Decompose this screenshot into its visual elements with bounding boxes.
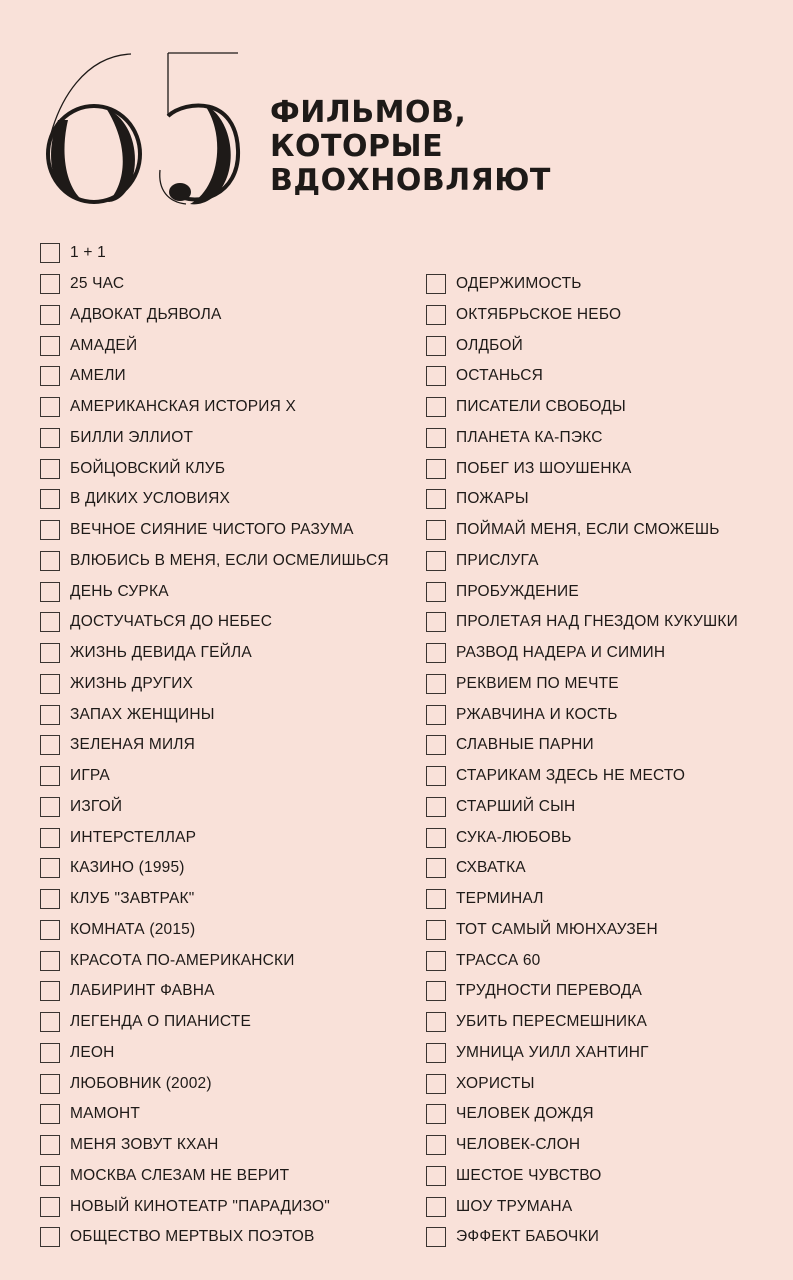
checkbox-icon[interactable] <box>426 274 446 294</box>
checkbox-icon[interactable] <box>40 551 60 571</box>
movie-list-item <box>40 915 389 946</box>
movie-title: БИЛЛИ ЭЛЛИОТ <box>70 428 194 446</box>
movie-list-item <box>40 1068 389 1099</box>
checkbox-icon[interactable] <box>40 1043 60 1063</box>
movie-title: ОКТЯБРЬСКОЕ НЕБО <box>456 305 622 323</box>
movie-list-item <box>40 1222 389 1253</box>
movie-title: ЧЕЛОВЕК-СЛОН <box>456 1136 581 1154</box>
checkbox-icon[interactable] <box>426 336 446 356</box>
movie-title: ВЛЮБИСЬ В МЕНЯ, ЕСЛИ ОСМЕЛИШЬСЯ <box>70 551 389 569</box>
checkbox-icon[interactable] <box>40 1104 60 1124</box>
checkbox-icon[interactable] <box>426 643 446 663</box>
checkbox-icon[interactable] <box>426 1043 446 1063</box>
checkbox-icon[interactable] <box>40 705 60 725</box>
title-line-1: ФИЛЬМОВ, <box>270 95 467 130</box>
movie-title: ШОУ ТРУМАНА <box>456 1197 573 1215</box>
movie-list-item <box>40 269 389 300</box>
movie-list-item <box>426 1130 738 1161</box>
movie-list-item <box>426 1068 738 1099</box>
movie-list-item <box>426 822 738 853</box>
movie-list-item <box>40 853 389 884</box>
movie-title: ОДЕРЖИМОСТЬ <box>456 275 582 293</box>
movie-title: ЛЮБОВНИК (2002) <box>70 1074 212 1092</box>
movie-title: ОБЩЕСТВО МЕРТВЫХ ПОЭТОВ <box>70 1228 315 1246</box>
movie-title: ТЕРМИНАЛ <box>456 890 544 908</box>
movie-title: ДЕНЬ СУРКА <box>70 582 169 600</box>
movie-title: МЕНЯ ЗОВУТ КХАН <box>70 1136 219 1154</box>
movie-list-item <box>426 1007 738 1038</box>
movie-list-item <box>426 484 738 515</box>
movie-list-item <box>426 761 738 792</box>
movie-list-item <box>426 699 738 730</box>
movie-title: ПРОБУЖДЕНИЕ <box>456 582 579 600</box>
checkbox-icon[interactable] <box>426 766 446 786</box>
movie-title: ЛАБИРИНТ ФАВНА <box>70 982 215 1000</box>
checkbox-icon[interactable] <box>426 705 446 725</box>
movie-title: МОСКВА СЛЕЗАМ НЕ ВЕРИТ <box>70 1166 290 1184</box>
checkbox-icon[interactable] <box>40 274 60 294</box>
movie-title: ТРУДНОСТИ ПЕРЕВОДА <box>456 982 643 1000</box>
movie-list-item <box>426 638 738 669</box>
checkbox-icon[interactable] <box>40 397 60 417</box>
movie-list-item <box>40 576 389 607</box>
movie-title: ВЕЧНОЕ СИЯНИЕ ЧИСТОГО РАЗУМА <box>70 521 354 539</box>
movie-title: ХОРИСТЫ <box>456 1074 535 1092</box>
checkbox-icon[interactable] <box>426 489 446 509</box>
checkbox-icon[interactable] <box>426 797 446 817</box>
checkbox-icon[interactable] <box>40 459 60 479</box>
checkbox-icon[interactable] <box>426 828 446 848</box>
checkbox-icon[interactable] <box>40 336 60 356</box>
checkbox-icon[interactable] <box>426 428 446 448</box>
movie-title: УБИТЬ ПЕРЕСМЕШНИКА <box>456 1013 648 1031</box>
checkbox-icon[interactable] <box>40 1074 60 1094</box>
checkbox-icon[interactable] <box>426 459 446 479</box>
checkbox-icon[interactable] <box>426 951 446 971</box>
checkbox-icon[interactable] <box>426 520 446 540</box>
movie-title: ИГРА <box>70 767 110 785</box>
movie-list-item <box>40 1161 389 1192</box>
page-title <box>270 96 551 198</box>
movie-list-item <box>426 1038 738 1069</box>
movie-list-item <box>40 1130 389 1161</box>
movie-list-item <box>426 423 738 454</box>
movie-title: АМАДЕЙ <box>70 336 138 354</box>
movie-list-item <box>40 669 389 700</box>
movie-title: КАЗИНО (1995) <box>70 859 185 877</box>
movie-title: НОВЫЙ КИНОТЕАТР "ПАРАДИЗО" <box>70 1197 330 1215</box>
checkbox-icon[interactable] <box>40 951 60 971</box>
movie-title: ИЗГОЙ <box>70 797 123 815</box>
movie-list-item <box>426 546 738 577</box>
checkbox-icon[interactable] <box>40 674 60 694</box>
movie-title: ДОСТУЧАТЬСЯ ДО НЕБЕС <box>70 613 273 631</box>
movie-list-left <box>40 238 389 1253</box>
movie-list-item <box>40 238 389 269</box>
checkbox-icon[interactable] <box>40 828 60 848</box>
movie-title: 1 + 1 <box>70 244 106 262</box>
checkbox-icon[interactable] <box>40 612 60 632</box>
movie-list-item <box>40 945 389 976</box>
movie-title: ЛЕОН <box>70 1043 115 1061</box>
movie-list-item <box>426 453 738 484</box>
movie-title: ОСТАНЬСЯ <box>456 367 544 385</box>
checkbox-icon[interactable] <box>40 366 60 386</box>
number-65-graphic <box>36 50 246 210</box>
movie-title: ЖИЗНЬ ДРУГИХ <box>70 674 194 692</box>
checkbox-icon[interactable] <box>40 858 60 878</box>
movie-title: ПРИСЛУГА <box>456 551 539 569</box>
checkbox-icon[interactable] <box>40 981 60 1001</box>
movie-list-item <box>426 884 738 915</box>
movie-list-item <box>426 607 738 638</box>
movie-list-item <box>426 361 738 392</box>
movie-list-item <box>40 1038 389 1069</box>
movie-title: ЭФФЕКТ БАБОЧКИ <box>456 1228 600 1246</box>
movie-list-item <box>40 638 389 669</box>
movie-title: УМНИЦА УИЛЛ ХАНТИНГ <box>456 1043 649 1061</box>
header <box>0 0 793 230</box>
movie-title: В ДИКИХ УСЛОВИЯХ <box>70 490 231 508</box>
movie-title: БОЙЦОВСКИЙ КЛУБ <box>70 459 226 477</box>
checkbox-icon[interactable] <box>426 551 446 571</box>
movie-list-item <box>426 792 738 823</box>
movie-list-item <box>40 1007 389 1038</box>
checkbox-icon[interactable] <box>40 920 60 940</box>
movie-title: РЕКВИЕМ ПО МЕЧТЕ <box>456 674 619 692</box>
movie-list-item <box>40 976 389 1007</box>
checkbox-icon[interactable] <box>40 643 60 663</box>
checkbox-icon[interactable] <box>40 735 60 755</box>
movie-list-item <box>40 330 389 361</box>
movie-list-item <box>426 853 738 884</box>
movie-title: КЛУБ "ЗАВТРАК" <box>70 890 195 908</box>
movie-title: ТОТ САМЫЙ МЮНХАУЗЕН <box>456 920 658 938</box>
movie-title: ЖИЗНЬ ДЕВИДА ГЕЙЛА <box>70 644 252 662</box>
movie-list-item <box>40 1191 389 1222</box>
movie-title: АМЕРИКАНСКАЯ ИСТОРИЯ X <box>70 398 297 416</box>
movie-title: АМЕЛИ <box>70 367 126 385</box>
checkbox-icon[interactable] <box>40 428 60 448</box>
movie-list-item <box>40 761 389 792</box>
movie-list-item <box>40 546 389 577</box>
movie-list-item <box>40 607 389 638</box>
movie-list-item <box>40 453 389 484</box>
movie-list-item <box>426 1191 738 1222</box>
checkbox-icon[interactable] <box>40 489 60 509</box>
movie-title: СТАРШИЙ СЫН <box>456 797 576 815</box>
movie-list-item <box>40 484 389 515</box>
movie-list-item <box>40 792 389 823</box>
movie-title: ОЛДБОЙ <box>456 336 523 354</box>
checkbox-icon[interactable] <box>40 766 60 786</box>
checkbox-icon[interactable] <box>40 305 60 325</box>
checkbox-icon[interactable] <box>40 797 60 817</box>
movie-title: РАЗВОД НАДЕРА И СИМИН <box>456 644 666 662</box>
movie-list-item <box>426 576 738 607</box>
movie-list-item <box>426 269 738 300</box>
title-line-2: КОТОРЫЕ <box>270 129 444 164</box>
movie-title: ПРОЛЕТАЯ НАД ГНЕЗДОМ КУКУШКИ <box>456 613 738 631</box>
checkbox-icon[interactable] <box>426 366 446 386</box>
movie-list-item <box>426 1222 738 1253</box>
movie-title: ТРАССА 60 <box>456 951 541 969</box>
big-number-65 <box>36 50 246 210</box>
movie-title: ПОЙМАЙ МЕНЯ, ЕСЛИ СМОЖЕШЬ <box>456 521 720 539</box>
checkbox-icon[interactable] <box>426 1074 446 1094</box>
movie-list-item <box>426 976 738 1007</box>
movie-title: ЛЕГЕНДА О ПИАНИСТЕ <box>70 1013 251 1031</box>
movie-list-item <box>40 300 389 331</box>
movie-title: СТАРИКАМ ЗДЕСЬ НЕ МЕСТО <box>456 767 686 785</box>
checkbox-icon[interactable] <box>426 920 446 940</box>
movie-list-item <box>426 300 738 331</box>
movie-list-item <box>40 699 389 730</box>
movie-list-item <box>426 915 738 946</box>
movie-title: ЗАПАХ ЖЕНЩИНЫ <box>70 705 215 723</box>
movie-title: АДВОКАТ ДЬЯВОЛА <box>70 305 222 323</box>
checkbox-icon[interactable] <box>426 1012 446 1032</box>
checkbox-icon[interactable] <box>426 1104 446 1124</box>
movie-list-item <box>426 515 738 546</box>
movie-list-item <box>40 822 389 853</box>
movie-title: РЖАВЧИНА И КОСТЬ <box>456 705 618 723</box>
movie-list-right <box>426 238 738 1253</box>
movie-title: КОМНАТА (2015) <box>70 920 196 938</box>
movie-list-item <box>40 1099 389 1130</box>
checkbox-icon[interactable] <box>426 1227 446 1247</box>
checkbox-icon[interactable] <box>40 520 60 540</box>
checkbox-icon[interactable] <box>426 397 446 417</box>
movie-title: ПИСАТЕЛИ СВОБОДЫ <box>456 398 626 416</box>
movie-title: ЗЕЛЕНАЯ МИЛЯ <box>70 736 196 754</box>
movie-title: ЧЕЛОВЕК ДОЖДЯ <box>456 1105 594 1123</box>
movie-title: ПЛАНЕТА КА-ПЭКС <box>456 428 603 446</box>
movie-list-item <box>40 392 389 423</box>
checkbox-icon[interactable] <box>40 243 60 263</box>
movie-list-item <box>40 423 389 454</box>
movie-list-item <box>426 1099 738 1130</box>
checkbox-icon[interactable] <box>40 1197 60 1217</box>
movie-list-item <box>426 669 738 700</box>
checkbox-icon[interactable] <box>40 889 60 909</box>
movie-title: ШЕСТОЕ ЧУВСТВО <box>456 1166 602 1184</box>
checkbox-icon[interactable] <box>426 889 446 909</box>
movie-list-item <box>426 945 738 976</box>
checkbox-icon[interactable] <box>40 1012 60 1032</box>
movie-title: ПОБЕГ ИЗ ШОУШЕНКА <box>456 459 632 477</box>
checkbox-icon[interactable] <box>426 981 446 1001</box>
movie-title: ИНТЕРСТЕЛЛАР <box>70 828 197 846</box>
movie-title: СУКА-ЛЮБОВЬ <box>456 828 572 846</box>
checkbox-icon[interactable] <box>426 305 446 325</box>
checkbox-icon[interactable] <box>426 674 446 694</box>
movie-title: СХВАТКА <box>456 859 526 877</box>
checkbox-icon[interactable] <box>426 582 446 602</box>
movie-list-item <box>40 730 389 761</box>
movie-title: СЛАВНЫЕ ПАРНИ <box>456 736 594 754</box>
checkbox-icon[interactable] <box>40 582 60 602</box>
movie-list-item <box>426 1161 738 1192</box>
movie-title: МАМОНТ <box>70 1105 141 1123</box>
checkbox-icon[interactable] <box>426 612 446 632</box>
movie-list-item <box>426 392 738 423</box>
title-line-3: ВДОХНОВЛЯЮТ <box>270 163 551 198</box>
movie-list-item <box>40 361 389 392</box>
movie-title: 25 ЧАС <box>70 275 125 293</box>
checkbox-icon[interactable] <box>40 1227 60 1247</box>
movie-title: ПОЖАРЫ <box>456 490 529 508</box>
checkbox-icon[interactable] <box>40 1166 60 1186</box>
checkbox-icon[interactable] <box>426 858 446 878</box>
checkbox-icon[interactable] <box>426 735 446 755</box>
movie-title: КРАСОТА ПО-АМЕРИКАНСКИ <box>70 951 295 969</box>
checkbox-icon[interactable] <box>426 1166 446 1186</box>
checkbox-icon[interactable] <box>426 1197 446 1217</box>
movie-list-item <box>40 884 389 915</box>
list-spacer <box>426 238 738 269</box>
checkbox-icon[interactable] <box>426 1135 446 1155</box>
movie-list-item <box>426 330 738 361</box>
checkbox-icon[interactable] <box>40 1135 60 1155</box>
movie-list-item <box>40 515 389 546</box>
movie-list-item <box>426 730 738 761</box>
